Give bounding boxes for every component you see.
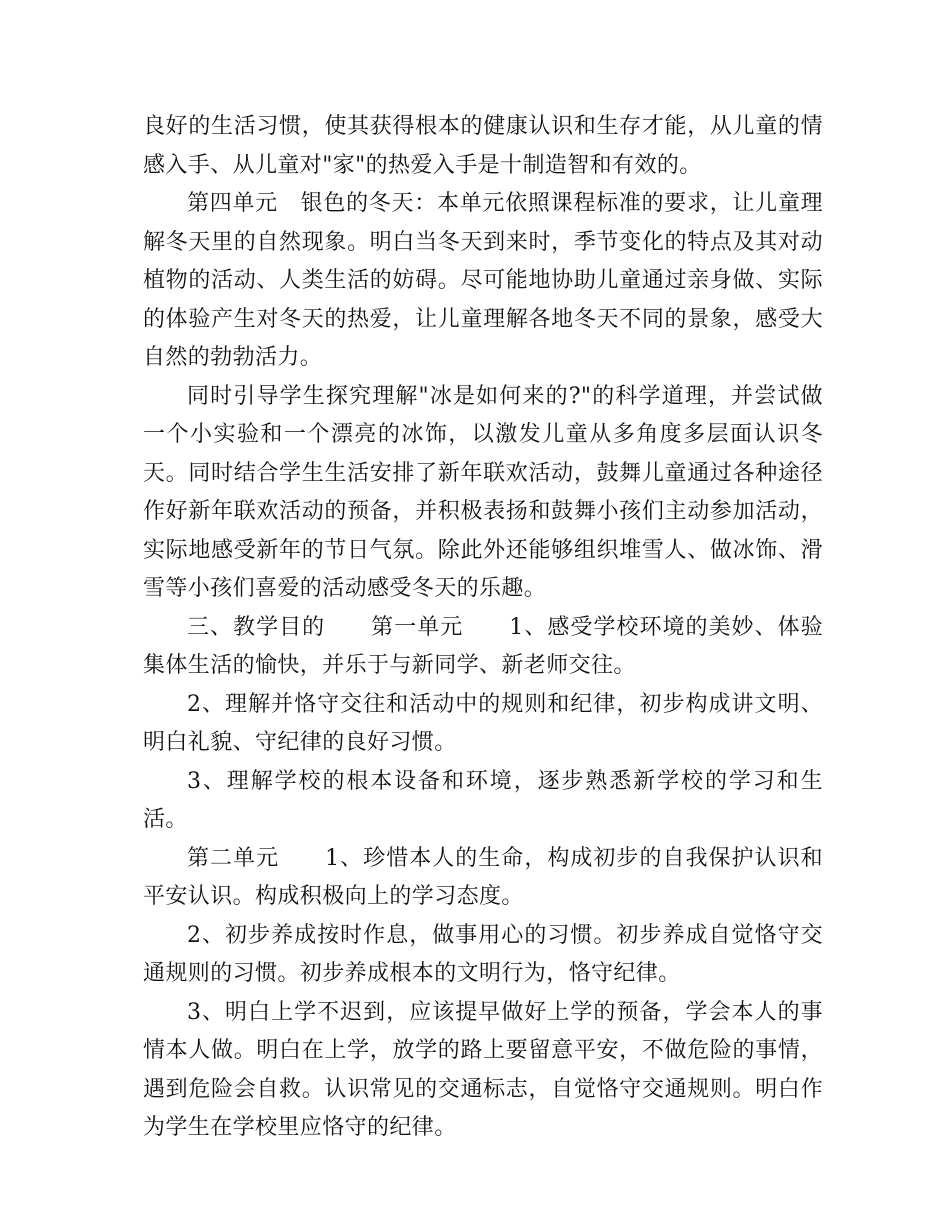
paragraph-goal-school-facilities: 3、理解学校的根本设备和环境，逐步熟悉新学校的学习和生活。: [143, 768, 823, 832]
paragraph-goal-safety: 3、明白上学不迟到，应该提早做好上学的预备，学会本人的事情本人做。明白在上学，放学的路上要留意平安，不做危险的事情，遇到危险会自救。认识常见的交通标志，自觉恪守交通规则。明白作为学生在学校里应恪守的纪律。: [143, 999, 823, 1140]
paragraph-goal-habits: 2、初步养成按时作息，做事用心的习惯。初步养成自觉恪守交通规则的习惯。初步养成根本的文明行为，恪守纪律。: [143, 922, 823, 986]
paragraph-ice-experiment: 同时引导学生探究理解"冰是如何来的?"的科学道理，并尝试做一个小实验和一个漂亮的冰饰，以激发儿童从多角度多层面认识冬天。同时结合学生生活安排了新年联欢活动，鼓舞儿童通过各种途径作好新年联欢活动的预备，并积极表扬和鼓舞小孩们主动参加活动，实际地感受新年的节日气氛。除此外还能够组织堆雪人、做冰饰、滑雪等小孩们喜爱的活动感受冬天的乐趣。: [143, 383, 823, 601]
document-body: [143, 108, 823, 1148]
paragraph-continuation: 良好的生活习惯，使其获得根本的健康认识和生存才能，从儿童的情感入手、从儿童对"家"的热爱入手是十制造智和有效的。: [143, 114, 823, 178]
paragraph-unit-four: 第四单元 银色的冬天：本单元依照课程标准的要求，让儿童理解冬天里的自然现象。明白当冬天到来时，季节变化的特点及其对动植物的活动、人类生活的妨碍。尽可能地协助儿童通过亲身做、实际的体验产生对冬天的热爱，让儿童理解各地冬天不同的景象，感受大自然的勃勃活力。: [143, 191, 823, 370]
paragraph-unit-two: 第二单元 1、珍惜本人的生命，构成初步的自我保护认识和平安认识。构成积极向上的学习态度。: [143, 845, 823, 909]
paragraph-teaching-goals-unit-one: 三、教学目的 第一单元 1、感受学校环境的美妙、体验集体生活的愉快，并乐于与新同学、新老师交往。: [143, 614, 823, 678]
paragraph-goal-rules: 2、理解并恪守交往和活动中的规则和纪律，初步构成讲文明、明白礼貌、守纪律的良好习惯。: [143, 691, 823, 755]
